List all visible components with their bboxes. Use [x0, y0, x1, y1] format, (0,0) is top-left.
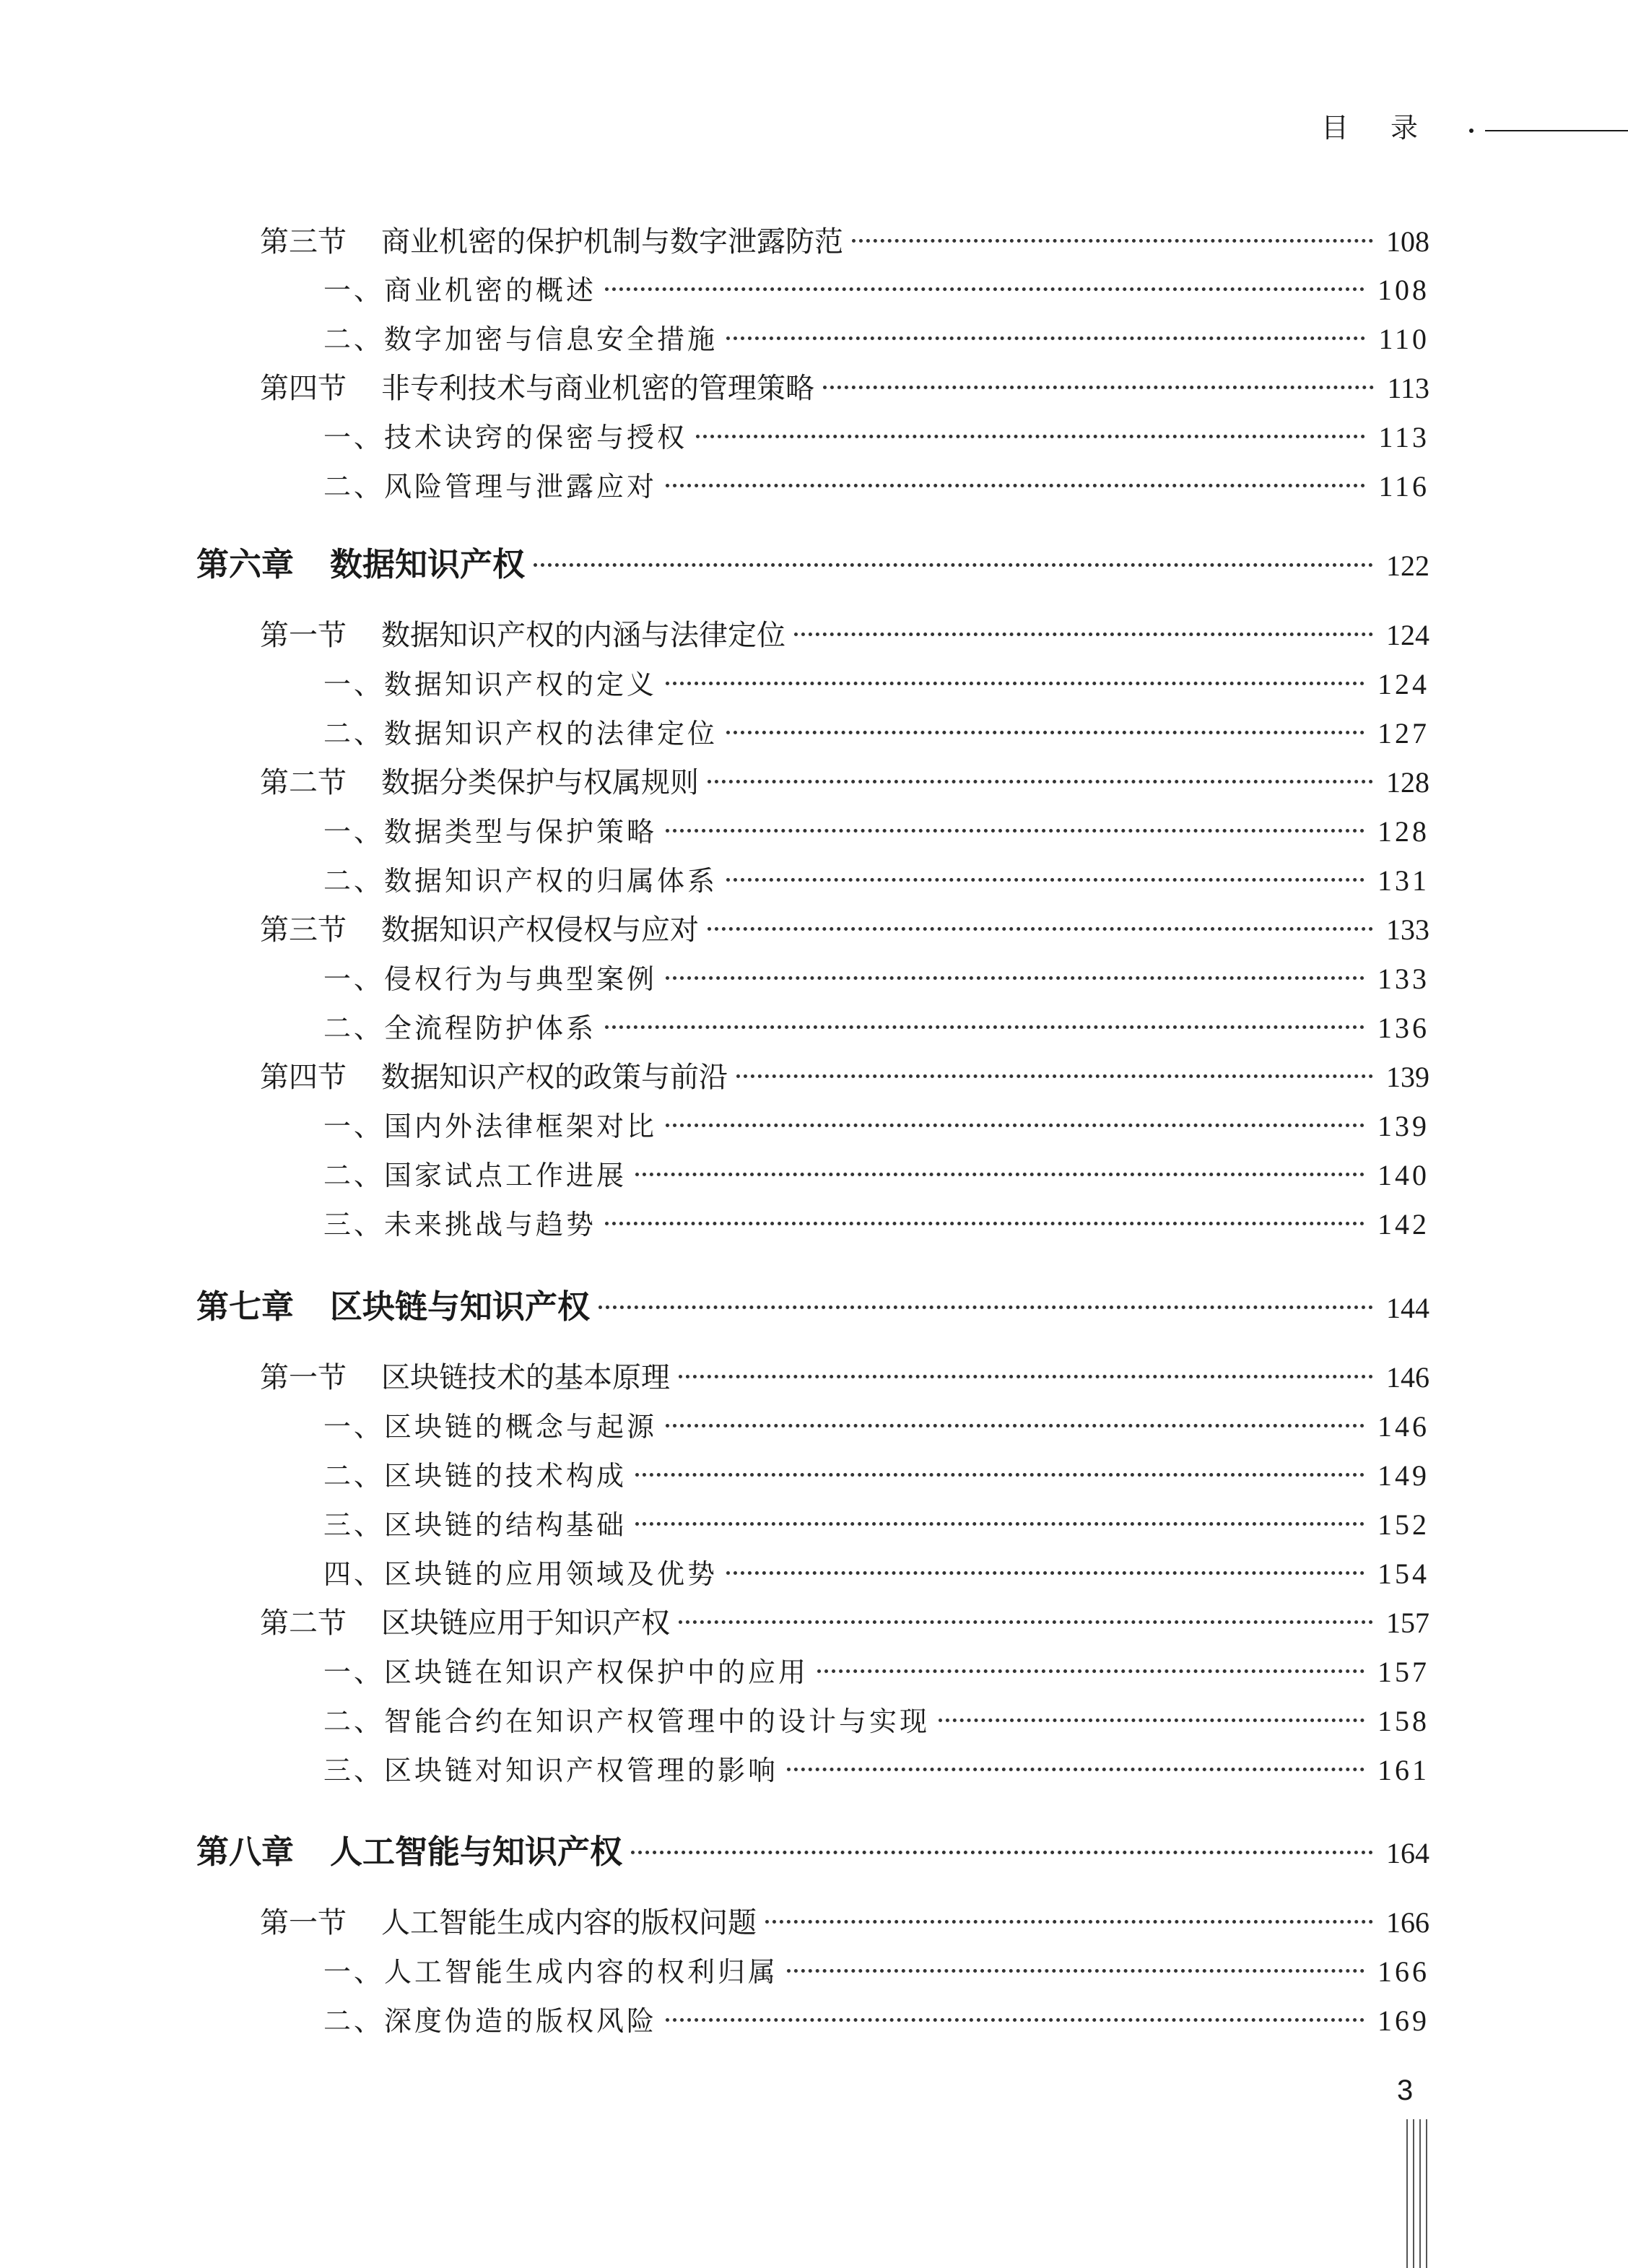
toc-entry-label [260, 1056, 728, 1099]
dot-leader [765, 1920, 1373, 1924]
dot-leader [666, 829, 1364, 833]
toc-entry-title: 一、侵权行为与典型案例 [323, 963, 658, 995]
toc-entry-number: 第三节 [260, 913, 347, 947]
toc-entry-label [323, 1105, 657, 1148]
toc-entry-page: 131 [1377, 864, 1429, 897]
toc-entry-page: 124 [1386, 619, 1429, 651]
toc-sub-entry[interactable] [323, 810, 1429, 853]
toc-entry-number: 第六章 [196, 545, 295, 583]
dot-leader [726, 1571, 1364, 1575]
dot-leader [666, 682, 1364, 685]
toc-entry-label [323, 416, 687, 459]
dot-leader [794, 633, 1373, 636]
toc-entry-page: 136 [1377, 1012, 1429, 1044]
toc-entry-label [323, 269, 596, 312]
toc-sub-entry[interactable] [323, 859, 1429, 903]
toc-entry-label [323, 465, 657, 508]
toc-entry-title: 商业机密的保护机制与数字泄露防范 [381, 225, 843, 258]
dot-leader [852, 239, 1373, 243]
dot-leader [534, 563, 1373, 567]
toc-entry-page: 161 [1377, 1754, 1429, 1786]
toc-entry-label [260, 761, 699, 804]
toc-entry-page: 140 [1377, 1159, 1429, 1191]
toc-entry-number: 第一节 [260, 1906, 347, 1939]
toc-entry-label [323, 957, 657, 1001]
toc-entry-page: 128 [1377, 815, 1429, 848]
dot-leader [605, 287, 1364, 291]
dot-leader [696, 435, 1365, 438]
toc-entry-title: 三、未来挑战与趋势 [323, 1209, 597, 1241]
toc-entry-title: 数据知识产权侵权与应对 [381, 913, 699, 947]
toc-entry-page: 157 [1377, 1656, 1429, 1688]
toc-entry-title: 数据知识产权 [330, 545, 526, 583]
toc-entry-number: 第七章 [196, 1287, 295, 1326]
toc-entry-page: 164 [1386, 1837, 1429, 1869]
toc-entry-label [323, 1651, 809, 1694]
dot-leader [666, 1424, 1364, 1428]
dot-leader [666, 2018, 1364, 2022]
toc-entry-page: 128 [1386, 766, 1429, 799]
dot-leader [635, 1522, 1364, 1526]
toc-entry-page: 133 [1386, 913, 1429, 946]
toc-sub-entry[interactable] [323, 1154, 1429, 1197]
toc-sub-entry[interactable] [323, 1105, 1429, 1148]
dot-leader [635, 1473, 1364, 1477]
toc-sub-entry[interactable] [323, 1950, 1429, 1994]
toc-section-entry[interactable] [260, 908, 1429, 952]
toc-entry-page: 110 [1378, 323, 1429, 355]
toc-sub-entry[interactable] [323, 1203, 1429, 1246]
toc-entry-title: 一、人工智能生成内容的权利归属 [323, 1956, 779, 1988]
toc-entry-page: 127 [1377, 717, 1429, 750]
toc-entry-title: 二、数据知识产权的法律定位 [323, 718, 718, 750]
toc-entry-title: 非专利技术与商业机密的管理策略 [381, 372, 814, 405]
toc-entry-label [260, 367, 814, 410]
toc-entry-title: 数据知识产权的内涵与法律定位 [381, 619, 785, 652]
toc-entry-label [323, 1454, 627, 1498]
dot-leader [787, 1768, 1364, 1771]
toc-entry-title: 二、深度伪造的版权风险 [323, 2005, 658, 2037]
dot-leader [787, 1969, 1364, 1973]
toc-entry-title: 二、数字加密与信息安全措施 [323, 323, 718, 355]
toc-entry-page: 116 [1378, 470, 1429, 503]
toc-sub-entry[interactable] [323, 663, 1429, 706]
toc-entry-title: 二、数据知识产权的归属体系 [323, 865, 718, 897]
dot-leader [817, 1669, 1364, 1673]
toc-entry-page: 124 [1377, 668, 1429, 700]
toc-entry-label [260, 220, 843, 264]
toc-section-entry[interactable] [260, 1901, 1429, 1945]
toc-entry-page: 142 [1377, 1208, 1429, 1241]
toc-entry-page: 152 [1377, 1508, 1429, 1541]
toc-entry-number: 第一节 [260, 1361, 347, 1394]
running-header [1321, 110, 1624, 146]
toc-sub-entry[interactable] [323, 1503, 1429, 1547]
toc-sub-entry[interactable] [323, 1700, 1429, 1743]
toc-section-entry[interactable] [260, 1602, 1429, 1645]
toc-sub-entry[interactable] [323, 318, 1429, 361]
toc-entry-title: 二、全流程防护体系 [323, 1012, 597, 1044]
toc-entry-label [323, 1007, 596, 1050]
toc-chapter-entry[interactable] [196, 1830, 1429, 1874]
dot-leader [631, 1851, 1373, 1854]
toc-entry-title: 一、数据知识产权的定义 [323, 669, 658, 700]
toc-entry-title: 二、风险管理与泄露应对 [323, 471, 658, 503]
toc-sub-entry[interactable] [323, 1999, 1429, 2043]
toc-section-entry[interactable] [260, 1056, 1429, 1099]
toc-entry-page: 122 [1386, 549, 1429, 582]
toc-sub-entry[interactable] [323, 712, 1429, 755]
running-header-title: 目录 [1321, 112, 1461, 144]
toc-entry-label [196, 1830, 622, 1874]
toc-section-entry[interactable] [260, 614, 1429, 657]
dot-leader [666, 976, 1364, 980]
toc-entry-page: 108 [1386, 225, 1429, 258]
toc-entry-title: 一、国内外法律框架对比 [323, 1111, 658, 1142]
toc-sub-entry[interactable] [323, 416, 1429, 459]
toc-sub-entry[interactable] [323, 1405, 1429, 1448]
toc-entry-label [323, 859, 718, 903]
header-rule [1485, 130, 1628, 131]
toc-sub-entry[interactable] [323, 1454, 1429, 1498]
toc-chapter-entry[interactable] [196, 1285, 1429, 1329]
toc-entry-label [260, 1602, 670, 1645]
toc-entry-number: 第二节 [260, 1607, 347, 1640]
toc-entry-label [323, 1154, 627, 1197]
dot-leader [666, 1124, 1364, 1127]
toc-entry-title: 二、智能合约在知识产权管理中的设计与实现 [323, 1706, 931, 1737]
toc-entry-page: 146 [1377, 1410, 1429, 1443]
dot-leader [679, 1375, 1373, 1378]
toc-entry-label [260, 1356, 670, 1399]
toc-sub-entry[interactable] [323, 1552, 1429, 1596]
toc-entry-number: 第二节 [260, 766, 347, 799]
toc-entry-title: 四、区块链的应用领域及优势 [323, 1558, 718, 1590]
header-bullet [1469, 129, 1474, 133]
toc-entry-title: 一、技术诀窍的保密与授权 [323, 422, 688, 453]
toc-entry-title: 一、数据类型与保护策略 [323, 816, 658, 848]
toc-entry-label [323, 1950, 778, 1994]
toc-sub-entry[interactable] [323, 1007, 1429, 1050]
toc-entry-title: 数据知识产权的政策与前沿 [381, 1061, 728, 1094]
dot-leader [708, 780, 1373, 783]
toc-entry-number: 第八章 [196, 1833, 295, 1871]
toc-entry-title: 一、区块链的概念与起源 [323, 1411, 658, 1443]
toc-entry-page: 158 [1377, 1705, 1429, 1737]
toc-sub-entry[interactable] [323, 957, 1429, 1001]
toc-entry-number: 第四节 [260, 372, 347, 405]
toc-entry-label [323, 1999, 657, 2043]
toc-entry-number: 第一节 [260, 619, 347, 652]
toc-entry-label [323, 810, 657, 853]
toc-entry-label [323, 663, 657, 706]
toc-entry-title: 数据分类保护与权属规则 [381, 766, 699, 799]
toc-sub-entry[interactable] [323, 465, 1429, 508]
toc-section-entry[interactable] [260, 220, 1429, 264]
dot-leader [598, 1305, 1373, 1309]
toc-entry-label [323, 318, 718, 361]
dot-leader [726, 731, 1364, 734]
dot-leader [605, 1025, 1364, 1029]
toc-entry-page: 146 [1386, 1361, 1429, 1394]
toc-entry-page: 154 [1377, 1557, 1429, 1590]
toc-entry-page: 169 [1377, 2004, 1429, 2037]
dot-leader [708, 927, 1373, 931]
dot-leader [823, 386, 1374, 389]
toc-entry-label [196, 543, 525, 586]
toc-entry-label [323, 1503, 627, 1547]
toc-entry-title: 区块链技术的基本原理 [381, 1361, 670, 1394]
toc-entry-page: 144 [1386, 1292, 1429, 1324]
toc-entry-page: 139 [1386, 1061, 1429, 1093]
toc-entry-title: 二、区块链的技术构成 [323, 1460, 627, 1492]
toc-entry-title: 三、区块链的结构基础 [323, 1509, 627, 1541]
toc-sub-entry[interactable] [323, 1651, 1429, 1694]
toc-chapter-entry[interactable] [196, 543, 1429, 586]
toc-section-entry[interactable] [260, 1356, 1429, 1399]
toc-entry-title: 一、区块链在知识产权保护中的应用 [323, 1656, 809, 1688]
toc-entry-page: 113 [1378, 421, 1429, 453]
toc-entry-label [323, 712, 718, 755]
toc-entry-title: 区块链应用于知识产权 [381, 1607, 670, 1640]
toc-entry-title: 二、国家试点工作进展 [323, 1160, 627, 1191]
toc-entry-page: 157 [1386, 1607, 1429, 1639]
toc-entry-title: 一、商业机密的概述 [323, 274, 597, 306]
toc-entry-label [323, 1405, 657, 1448]
toc-entry-page: 113 [1387, 372, 1429, 404]
toc-section-entry[interactable] [260, 761, 1429, 804]
dot-leader [726, 878, 1364, 882]
toc-entry-label [323, 1700, 930, 1743]
dot-leader [726, 336, 1365, 340]
toc-entry-label [323, 1749, 778, 1792]
dot-leader [605, 1222, 1364, 1225]
toc-entry-title: 三、区块链对知识产权管理的影响 [323, 1755, 779, 1786]
edge-decoration [1406, 2119, 1428, 2268]
toc-entry-label [196, 1285, 590, 1329]
toc-sub-entry[interactable] [323, 269, 1429, 312]
toc-entry-label [323, 1552, 718, 1596]
toc-entry-label [323, 1203, 596, 1246]
toc-entry-title: 人工智能与知识产权 [330, 1833, 623, 1871]
toc-entry-label [260, 908, 699, 952]
toc-entry-page: 149 [1377, 1459, 1429, 1492]
toc-entry-page: 166 [1386, 1906, 1429, 1939]
toc-entry-number: 第三节 [260, 225, 347, 258]
toc-entry-title: 区块链与知识产权 [330, 1287, 591, 1326]
toc-entry-page: 108 [1377, 274, 1429, 306]
toc-section-entry[interactable] [260, 367, 1429, 410]
dot-leader [679, 1620, 1373, 1624]
dot-leader [736, 1074, 1373, 1078]
toc-sub-entry[interactable] [323, 1749, 1429, 1792]
toc-entry-label [260, 614, 785, 657]
toc-entry-number: 第四节 [260, 1061, 347, 1094]
dot-leader [666, 484, 1365, 487]
toc-entry-page: 139 [1377, 1110, 1429, 1142]
toc-entry-page: 133 [1377, 963, 1429, 995]
page-number: 3 [1397, 2074, 1414, 2106]
toc-entry-page: 166 [1377, 1955, 1429, 1988]
dot-leader [939, 1719, 1364, 1722]
toc-entry-title: 人工智能生成内容的版权问题 [381, 1906, 757, 1939]
dot-leader [635, 1173, 1364, 1176]
toc-entry-label [260, 1901, 757, 1945]
